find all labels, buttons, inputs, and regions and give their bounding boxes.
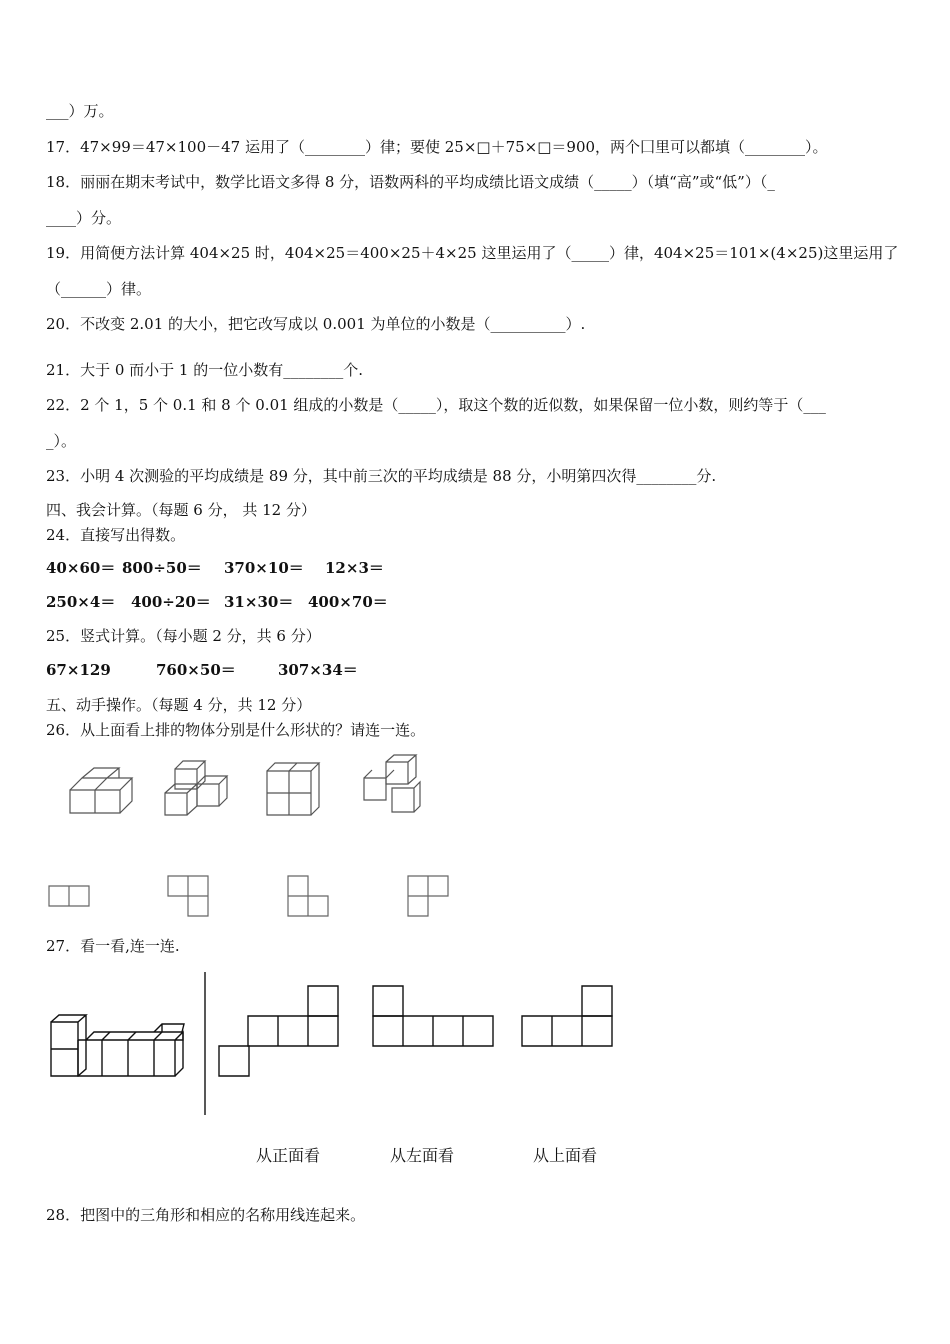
section-5-heading: 五、动手操作。（每题 4 分，共 12 分） (46, 696, 312, 714)
section-4-heading: 四、我会计算。（每题 6 分， 共 12 分） (46, 501, 316, 519)
q22-line1: 22．2 个 1，5 个 0.1 和 8 个 0.01 组成的小数是（_____），取这个数的近似数，如果保留一位小数，则约等于（___ (46, 396, 826, 414)
cube-figure-4 (356, 752, 426, 817)
top-view-shape-1 (46, 880, 96, 910)
caption-front-view: 从正面看 (256, 1146, 321, 1165)
q24: 24．直接写出得数。 (46, 526, 186, 544)
cube-figure-2 (160, 757, 230, 822)
caption-top-view: 从上面看 (533, 1146, 598, 1165)
calc24-item: 250×4＝ (46, 593, 116, 611)
view-shape-c (519, 982, 619, 1052)
calc24-item: 400÷20＝ (131, 593, 211, 611)
q26: 26．从上面看上排的物体分别是什么形状的？请连一连。 (46, 721, 426, 739)
caption-left-view: 从左面看 (390, 1146, 455, 1165)
q27-cube-solid (46, 1010, 191, 1082)
calc24-item: 370×10＝ (224, 559, 304, 577)
calc24-item: 12×3＝ (325, 559, 384, 577)
cube-figure-1 (60, 760, 130, 820)
top-view-shape-2 (165, 872, 215, 920)
q19-line2: （______）律。 (46, 280, 152, 298)
top-view-shape-3 (285, 872, 335, 920)
cube-figure-3 (262, 757, 327, 817)
calc25-item: 67×129 (46, 661, 111, 679)
calc24-item: 40×60＝ (46, 559, 116, 577)
q28: 28．把图中的三角形和相应的名称用线连起来。 (46, 1206, 366, 1224)
q16-tail: ___）万。 (46, 102, 114, 120)
q18-line2: ____）分。 (46, 209, 122, 227)
q27: 27．看一看,连一连. (46, 937, 180, 955)
q20: 20．不改变 2.01 的大小，把它改写成以 0.001 为单位的小数是（__________）. (46, 315, 586, 333)
q18-line1: 18．丽丽在期末考试中，数学比语文多得 8 分，语数两科的平均成绩比语文成绩（_____）（填“高”或“低”）（_ (46, 173, 775, 191)
calc24-item: 800÷50＝ (122, 559, 202, 577)
q19-line1: 19．用简便方法计算 404×25 时，404×25＝400×25＋4×25 这里运用了（_____）律，404×25＝101×(4×25)这里运用了 (46, 244, 899, 262)
top-view-shape-4 (405, 872, 455, 920)
q23: 23．小明 4 次测验的平均成绩是 89 分，其中前三次的平均成绩是 88 分，小明第四次得________分. (46, 467, 717, 485)
view-shape-b (370, 982, 500, 1052)
calc25-item: 307×34＝ (278, 661, 358, 679)
calc25-item: 760×50＝ (156, 661, 236, 679)
q22-line2: _）。 (46, 432, 77, 450)
q25: 25．竖式计算。（每小题 2 分，共 6 分） (46, 627, 321, 645)
calc24-item: 400×70＝ (308, 593, 388, 611)
vertical-divider (200, 970, 210, 1120)
q17: 17．47×99＝47×100－47 运用了（________）律；要使 25×□＋75×□＝900，两个囗里可以都填（________）。 (46, 138, 828, 156)
view-shape-a (216, 982, 344, 1080)
q21: 21．大于 0 而小于 1 的一位小数有________个. (46, 361, 364, 379)
calc24-item: 31×30＝ (224, 593, 294, 611)
